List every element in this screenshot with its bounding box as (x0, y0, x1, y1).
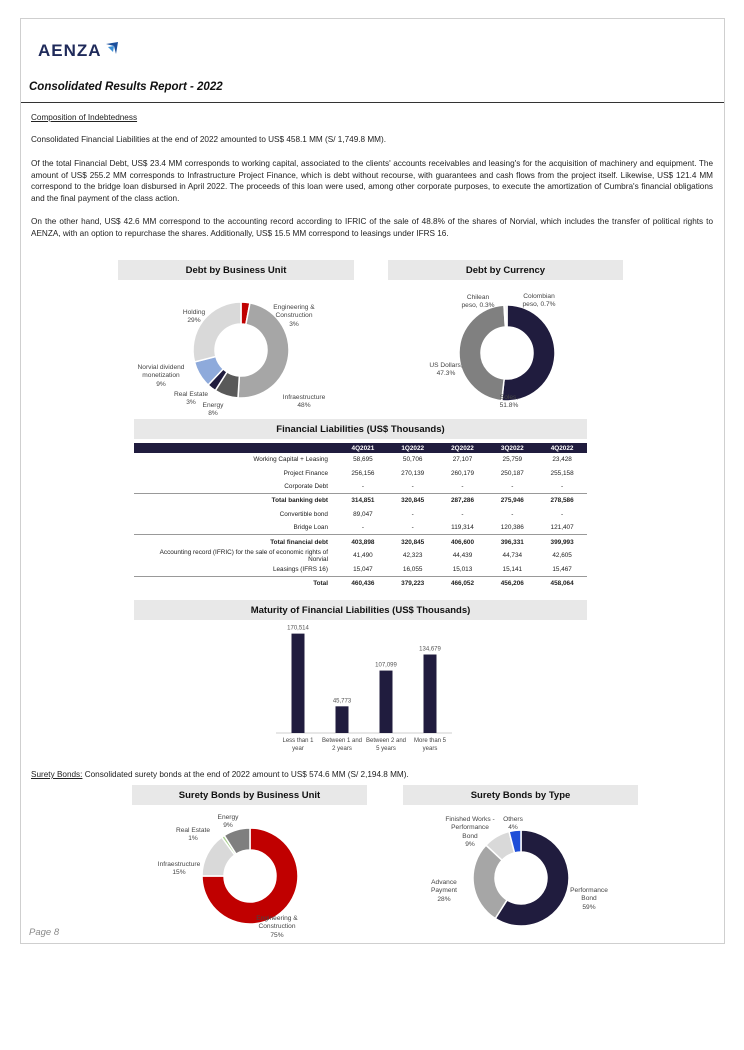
column-header: 4Q2022 (537, 443, 587, 453)
financial-liabilities-title: Financial Liabilities (US$ Thousands) (134, 419, 587, 439)
table-cell: 250,187 (500, 469, 524, 477)
table-cell: 44,734 (502, 552, 523, 560)
slice-label: Chilean peso, 0.3% (461, 294, 495, 310)
table-cell: 42,605 (552, 552, 572, 560)
slice-label: US Dollars, 47.3% (429, 362, 463, 378)
table-cell: 399,993 (537, 535, 587, 549)
row-label: Working Capital + Leasing (253, 456, 328, 464)
bar-value-label: 45,773 (332, 698, 352, 705)
table-cell: 460,436 (338, 577, 388, 591)
table-cell: - (411, 482, 414, 490)
row-label: Accounting record (IFRIC) for the sale of economic rights of Norvial (159, 548, 328, 563)
column-header: 2Q2022 (438, 443, 488, 453)
table-cell: 466,052 (438, 577, 488, 591)
table-cell: 25,759 (502, 456, 523, 464)
table-cell: 456,206 (487, 577, 537, 591)
column-header: 1Q2022 (388, 443, 438, 453)
slice-label: Real Estate 3% (173, 391, 209, 407)
slice-label: Energy 9% (217, 814, 239, 830)
maturity-title: Maturity of Financial Liabilities (US$ Thousands) (134, 600, 587, 620)
table-cell: - (361, 482, 364, 490)
debt-by-unit-title: Debt by Business Unit (118, 260, 354, 280)
table-cell: 50,706 (402, 456, 423, 464)
slice-label: Finished Works - Performance Bond 9% (445, 816, 495, 849)
report-page (20, 18, 725, 944)
composition-paragraph-2: Of the total Financial Debt, US$ 23.4 MM corresponds to working capital, associated to the clients' accounts receivables and leasing's for the acquisition of machinery and equipment. The amount of US$ 255.2 MM corresponds to Infrastructure Project Finance, which is debt without recourse, with guarantees and cash flows from the project itself. Likewise, US$ 121.4 MM correspond to the bridge loan disbursed in April 2022. The proceeds of this loan were used, among other corporate purposes, to execute the amortization of Cumbra's financial obligations and the final payment of the class action. (31, 159, 713, 203)
table-cell: 287,286 (438, 494, 488, 508)
table-cell: 275,946 (487, 494, 537, 508)
slice-label: Soles, 51.8% (499, 394, 519, 410)
slice-label: Others 4% (503, 816, 523, 832)
table-cell: 41,490 (353, 552, 373, 560)
table-cell: 379,223 (388, 577, 438, 591)
slice-label: Real Estate 1% (175, 827, 211, 843)
column-header: 4Q2021 (338, 443, 388, 453)
row-label: Leasings (IFRS 16) (272, 565, 328, 573)
table-cell: 23,428 (552, 456, 572, 464)
row-label: Convertible bond (279, 510, 328, 518)
table-cell: - (461, 510, 464, 518)
table-cell: 15,141 (502, 565, 523, 573)
slice-label: Norvial dividend monetization 9% (137, 364, 185, 388)
bar-category-label: Between 1 and 2 years (321, 738, 363, 752)
debt-by-currency-title: Debt by Currency (388, 260, 623, 280)
composition-paragraph-3: On the other hand, US$ 42.6 MM correspond to the accounting record according to IFRIC of the sale of 48.8% of the shares of Norvial, which includes the transfer of political rights to AENZA, with an option to repurchase the shares. Additionally, US$ 15.5 MM correspond to leasings under IFRS 16. (31, 217, 713, 238)
row-label: Total banking debt (134, 494, 338, 508)
table-cell: - (361, 524, 364, 532)
table-cell: 15,047 (353, 565, 373, 573)
table-cell: 120,386 (500, 524, 524, 532)
table-cell: 320,845 (388, 494, 438, 508)
table-cell: 255,158 (550, 469, 574, 477)
composition-heading: Composition of Indebtedness (31, 113, 138, 122)
table-cell: 260,179 (450, 469, 475, 477)
surety-paragraph: Surety Bonds: Consolidated surety bonds at the end of 2022 amount to US$ 574.6 MM (S/ 2,194.8 MM). (31, 770, 409, 779)
table-cell: - (461, 482, 464, 490)
table-cell: 89,047 (353, 510, 373, 518)
table-cell: 58,695 (353, 456, 373, 464)
table-cell: 320,845 (388, 535, 438, 549)
surety-by-type-title: Surety Bonds by Type (403, 785, 638, 805)
brand-name: AENZA (38, 41, 102, 60)
table-cell: - (411, 510, 414, 518)
page-number: Page 8 (29, 927, 60, 938)
table-cell: - (411, 524, 414, 532)
table-cell: 44,439 (452, 552, 473, 560)
bar-value-label: 107,099 (375, 662, 397, 669)
slice-label: Energy 8% (202, 402, 224, 418)
slice-label: Engineering & Construction 3% (273, 304, 315, 328)
row-label: Corporate Debt (284, 482, 328, 490)
composition-paragraph-1: Consolidated Financial Liabilities at the end of 2022 amounted to US$ 458.1 MM (S/ 1,749.8 MM). (31, 135, 386, 144)
column-header: 3Q2022 (487, 443, 537, 453)
slice-label: Colombian peso, 0.7% (522, 293, 556, 309)
row-label: Bridge Loan (293, 524, 328, 532)
bar-value-label: 170,514 (287, 625, 309, 632)
table-cell: 403,898 (338, 535, 388, 549)
table-cell: - (511, 482, 514, 490)
bar-category-label: Between 2 and 5 years (365, 738, 407, 752)
table-cell: 278,586 (537, 494, 587, 508)
bar-category-label: Less than 1 year (282, 738, 314, 752)
row-label: Total financial debt (134, 535, 338, 549)
table-cell: 27,107 (452, 456, 473, 464)
table-cell: 15,013 (452, 565, 473, 573)
table-cell: 406,600 (438, 535, 488, 549)
bar-value-label: 134,679 (419, 646, 441, 653)
table-cell: - (561, 510, 564, 518)
slice-label: Performance Bond 59% (570, 887, 608, 911)
row-label: Total (134, 577, 338, 591)
donut-svg (21, 19, 724, 943)
slice-label: Holding 29% (182, 309, 206, 325)
table-cell: 15,467 (552, 565, 572, 573)
table-cell: 314,851 (338, 494, 388, 508)
report-title: Consolidated Results Report - 2022 (29, 81, 223, 93)
row-label: Project Finance (283, 469, 328, 477)
slice-label: Advance Payment 28% (430, 879, 458, 903)
table-cell: 458,064 (537, 577, 587, 591)
table-cell: 16,055 (402, 565, 423, 573)
table-cell: 256,156 (351, 469, 375, 477)
table-cell: - (511, 510, 514, 518)
slice-label: Infraestructure 15% (157, 861, 201, 877)
table-cell: 396,331 (487, 535, 537, 549)
table-cell: - (561, 482, 564, 490)
surety-by-unit-title: Surety Bonds by Business Unit (132, 785, 367, 805)
bar-category-label: More than 5 years (413, 738, 447, 752)
slice-label: Engineering & Construction 75% (256, 915, 298, 939)
table-cell: 270,139 (401, 469, 425, 477)
table-cell: 42,323 (402, 552, 423, 560)
slice-label: Infraestructure 48% (282, 394, 326, 410)
table-cell: 119,314 (451, 524, 474, 532)
table-cell: 121,407 (550, 524, 574, 532)
